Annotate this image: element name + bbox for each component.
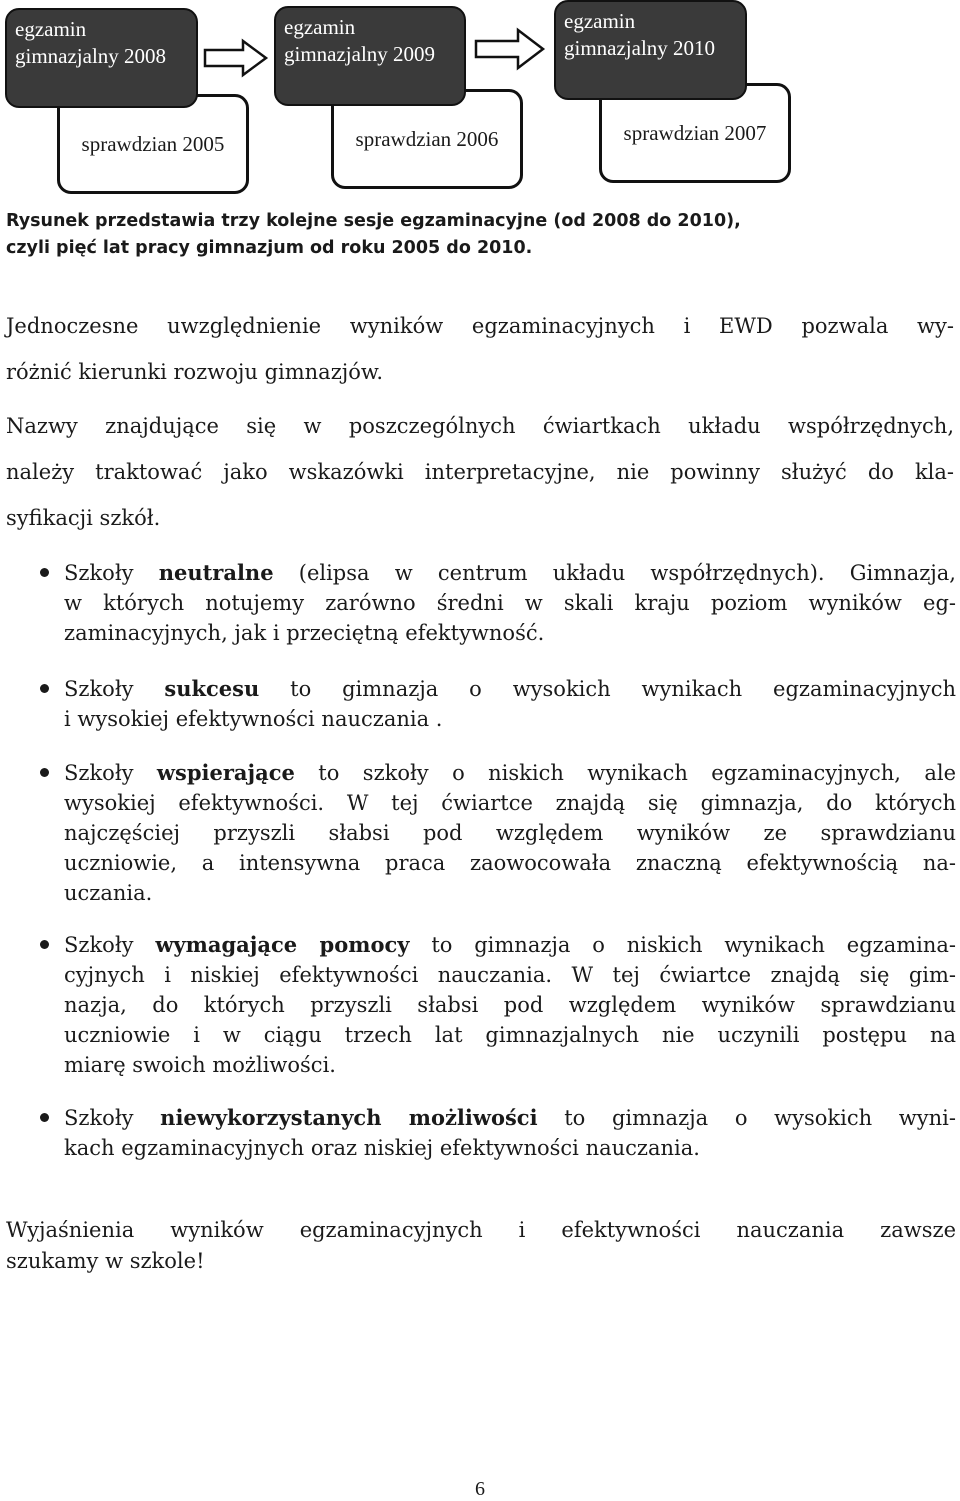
exam-box-label: egzamin gimnazjalny 2010 [564, 9, 716, 60]
bullet-line: nazja, do których przyszli słabsi pod względem wyników sprawdzianu [64, 993, 956, 1017]
bullet-icon [40, 568, 49, 577]
exam-sessions-diagram [0, 0, 960, 200]
bullet-first-line: Szkoły wspierające to szkoły o niskich wynikach egzaminacyjnych, ale [64, 760, 956, 785]
exam-box-2010 [554, 0, 747, 100]
bullet-keyword: neutralne [158, 560, 274, 585]
test-box-label: sprawdzian 2006 [355, 126, 499, 151]
bullet-line: w których notujemy zarówno średni w skali kraju poziom wyników eg- [64, 591, 956, 615]
paragraph-intro [6, 303, 954, 395]
caption-line: czyli pięć lat pracy gimnazjum od roku 2005 do 2010. [6, 238, 533, 258]
bullet-line: uczniowie i w ciągu trzech lat gimnazjalnych nie uczynili postępu na [64, 1023, 956, 1047]
bullet-keyword: niewykorzystanych możliwości [160, 1105, 538, 1130]
arrow-right-icon [203, 38, 269, 78]
bullet-first-line: Szkoły neutralne (elipsa w centrum układu współrzędnych). Gimnazja, [64, 560, 956, 585]
exam-box-2008 [5, 8, 198, 108]
bullet-line: najczęściej przyszli słabsi pod względem wyników ze sprawdzianu [64, 821, 956, 845]
figure-caption [6, 208, 906, 262]
bullet-keyword: wspierające [156, 760, 295, 785]
bullet-first-line: Szkoły wymagające pomocy to gimnazja o niskich wynikach egzamina- [64, 932, 956, 957]
list-item-supporting [64, 758, 956, 908]
bullet-line: kach egzaminacyjnych oraz niskiej efektywności nauczania. [64, 1136, 700, 1160]
exam-box-label: egzamin gimnazjalny 2008 [15, 17, 167, 68]
list-item-success [64, 674, 956, 734]
paragraph-line: należy traktować jako wskazówki interpretacyjne, nie powinny służyć do kla- [6, 460, 954, 484]
test-box-label: sprawdzian 2005 [81, 131, 225, 156]
bullet-icon [40, 768, 49, 777]
list-item-neutral [64, 558, 956, 648]
page-number: 6 [475, 1478, 485, 1500]
bullet-first-line: Szkoły niewykorzystanych możliwości to gimnazja o wysokich wyni- [64, 1105, 956, 1130]
paragraph-line: syfikacji szkół. [6, 506, 161, 530]
bullet-line: uczania. [64, 881, 153, 905]
bullet-icon [40, 1113, 49, 1122]
paragraph-quadrant-names [6, 403, 954, 541]
closing-paragraph [6, 1215, 956, 1277]
bullet-line: wysokiej efektywności. W tej ćwiartce znajdą się gimnazja, do których [64, 791, 956, 815]
list-item-unused-potential [64, 1103, 956, 1163]
bullet-icon [40, 940, 49, 949]
closing-line: Wyjaśnienia wyników egzaminacyjnych i efektywności nauczania zawsze [6, 1218, 956, 1242]
bullet-line: zaminacyjnych, jak i przeciętną efektywność. [64, 621, 545, 645]
bullet-first-line: Szkoły sukcesu to gimnazja o wysokich wynikach egzaminacyjnych [64, 676, 956, 701]
list-item-needing-help [64, 930, 956, 1080]
arrow-right-icon [474, 27, 546, 71]
paragraph-line: Nazwy znajdujące się w poszczególnych ćwiartkach układu współrzędnych, [6, 414, 954, 438]
bullet-keyword: sukcesu [164, 676, 260, 701]
bullet-keyword: wymagające pomocy [155, 932, 410, 957]
caption-line: Rysunek przedstawia trzy kolejne sesje egzaminacyjne (od 2008 do 2010), [6, 211, 741, 231]
paragraph-line: różnić kierunki rozwoju gimnazjów. [6, 360, 384, 384]
bullet-line: i wysokiej efektywności nauczania . [64, 707, 443, 731]
bullet-line: cyjnych i niskiej efektywności nauczania. W tej ćwiartce znajdą się gim- [64, 963, 956, 987]
closing-line: szukamy w szkole! [6, 1249, 205, 1273]
test-box-2005 [57, 94, 249, 194]
bullet-icon [40, 684, 49, 693]
bullet-line: miarę swoich możliwości. [64, 1053, 336, 1077]
test-box-label: sprawdzian 2007 [623, 120, 767, 145]
exam-box-label: egzamin gimnazjalny 2009 [284, 15, 436, 66]
exam-box-2009 [274, 6, 466, 106]
bullet-line: uczniowie, a intensywna praca zaowocowała znaczną efektywnością na- [64, 851, 956, 875]
paragraph-line: Jednoczesne uwzględnienie wyników egzaminacyjnych i EWD pozwala wy- [6, 314, 954, 338]
